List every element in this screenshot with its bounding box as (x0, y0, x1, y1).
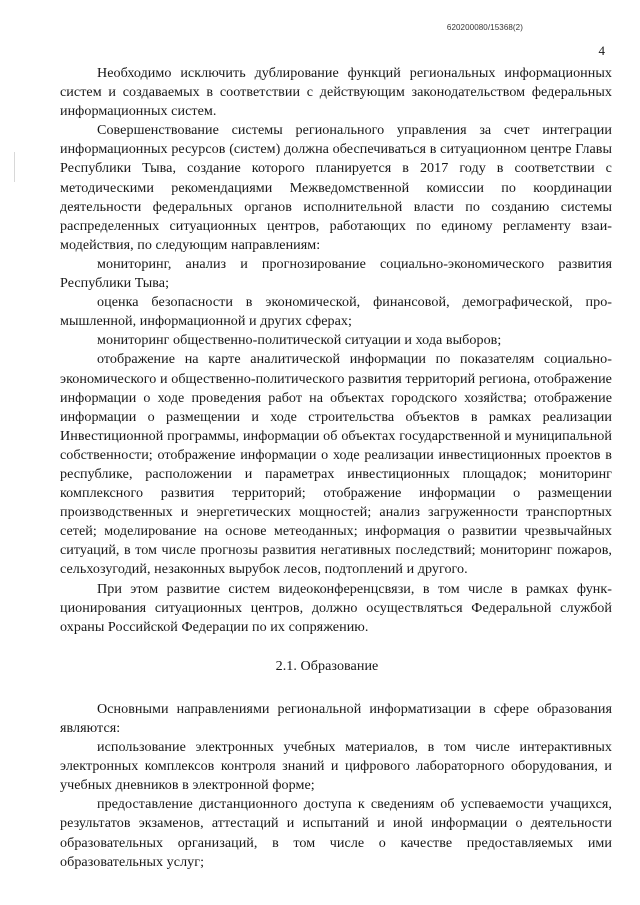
scan-artifact-line (14, 152, 15, 182)
registration-stamp: 620200080/15368(2) (446, 23, 523, 32)
list-item: использование электронных учебных материалов, в том числе интерактивных электронных комплексов контроля знаний и цифрового лабораторного оборудования, и учебных дневников в электронной форме; (60, 739, 612, 794)
page-number: 4 (598, 43, 605, 58)
list-item: предоставление дистанционного доступа к сведениям об успеваемости учащихся, результатов экзаменов, аттестаций и испытаний и иной информации о деятельности образовательных организаций, в том числе о качестве предоставляемых ими образовательных услуг; (60, 796, 612, 870)
paragraph: Основными направлениями региональной информатизации в сфере образования являются: (60, 700, 612, 736)
list-item: оценка безопасности в экономической, финансовой, демографической, промышленной, информационной и других сферах; (60, 294, 612, 330)
paragraph: Необходимо исключить дублирование функций региональных информационных систем и создаваемых в соответствии с действующим законодательством федеральных информационных систем. (60, 65, 612, 120)
list-item: мониторинг общественно-политической ситуации и хода выборов; (97, 332, 502, 349)
paragraph: При этом развитие систем видеоконференцсвязи, в том числе в рамках функционирования ситуационных центров, должно осуществляться Федеральной службой охраны Российской Федерации по их сопряжению. (60, 580, 612, 635)
section-title: 2.1. Образование (275, 657, 379, 674)
list-item: отображение на карте аналитической информации по показателям социально-экономического и общественно-политического развития территорий региона, отображение информации о ходе проведения работ на объектах городского хозяйства; отображение информации о размещении и ходе строительства объектов в рамках реализации Инвестиционной программы, информации об объектах государственной и муниципальной собственности; отображение информации о ходе реализации инвестиционных проектов в республике, расположении и параметрах инвестиционных площадок; мониторинг комплексного развития территорий; отображение информации о размещении производственных и энергетических мощностей; анализ загруженности транспортных сетей; моделирование на основе метеоданных; информация о развитии чрезвычайных ситуаций, в том числе прогнозы развития негативных последствий; мониторинг пожаров, сельхозугодий, незаконных вырубок лесов, подтоплений и другого. (60, 351, 612, 578)
paragraph: Совершенствование системы регионального управления за счет интеграции информационных ресурсов (систем) должна обеспечиваться в ситуационном центре Главы Республики Тыва, создание которого планируется в 2017 году в соответствии с методическими рекомендациями Межведомственной комиссии по координации деятельности федеральных органов исполнительной власти по созданию системы распределенных ситуационных центров, работающих по единому регламенту взаимодействия, по следующим направлениям: (60, 122, 612, 253)
list-item: мониторинг, анализ и прогнозирование социально-экономического развития Республики Тыва; (60, 255, 612, 292)
document-body (60, 64, 612, 872)
